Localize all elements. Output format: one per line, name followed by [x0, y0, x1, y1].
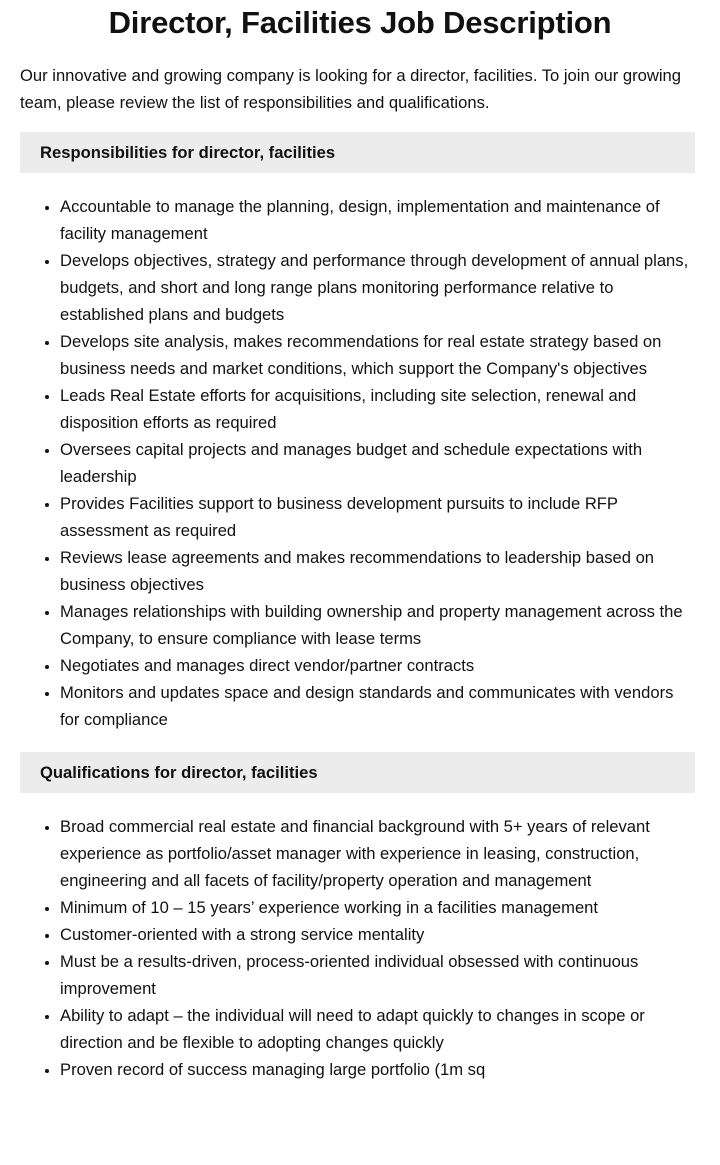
section-heading: Qualifications for director, facilities: [20, 752, 695, 793]
list-item: • Leads Real Estate efforts for acquisitions, including site selection, renewal and disposition efforts as required: [60, 382, 690, 436]
list-item: • Accountable to manage the planning, design, implementation and maintenance of facility management: [60, 193, 690, 247]
list-item: • Manages relationships with building ownership and property management across the Company, to ensure compliance with lease terms: [60, 598, 690, 652]
list-item: • Provides Facilities support to business development pursuits to include RFP assessment as required: [60, 490, 690, 544]
list-item: • Must be a results-driven, process-oriented individual obsessed with continuous improvement: [60, 948, 690, 1002]
responsibilities-list: [0, 193, 690, 733]
page-title: Director, Facilities Job Description: [108, 5, 612, 40]
list-item: • Customer-oriented with a strong service mentality: [60, 921, 690, 948]
list-item: • Ability to adapt – the individual will need to adapt quickly to changes in scope or direction and be flexible to adopting changes quickly: [60, 1002, 690, 1056]
list-item: • Oversees capital projects and manages budget and schedule expectations with leadership: [60, 436, 690, 490]
list-item: • Develops site analysis, makes recommendations for real estate strategy based on business needs and market conditions, which support the Company's objectives: [60, 328, 690, 382]
list-item: • Minimum of 10 – 15 years’ experience working in a facilities management: [60, 894, 690, 921]
list-item: • Negotiates and manages direct vendor/partner contracts: [60, 652, 690, 679]
intro-paragraph: Our innovative and growing company is looking for a director, facilities. To join our growing team, please review the list of responsibilities and qualifications.: [20, 66, 682, 112]
list-item: • Broad commercial real estate and financial background with 5+ years of relevant experience as portfolio/asset manager with experience in leasing, construction, engineering and all facets of facility/property operation and management: [60, 813, 690, 894]
responsibilities-section: [0, 132, 720, 733]
list-item: • Reviews lease agreements and makes recommendations to leadership based on business objectives: [60, 544, 690, 598]
list-item: • Proven record of success managing large portfolio (1m sq: [60, 1056, 690, 1083]
section-heading: Responsibilities for director, facilities: [20, 132, 695, 173]
list-item: • Develops objectives, strategy and performance through development of annual plans, budgets, and short and long range plans monitoring performance relative to established plans and budgets: [60, 247, 690, 328]
qualifications-list: [0, 813, 690, 1083]
qualifications-section: [0, 752, 720, 1083]
list-item: • Monitors and updates space and design standards and communicates with vendors for compliance: [60, 679, 690, 733]
